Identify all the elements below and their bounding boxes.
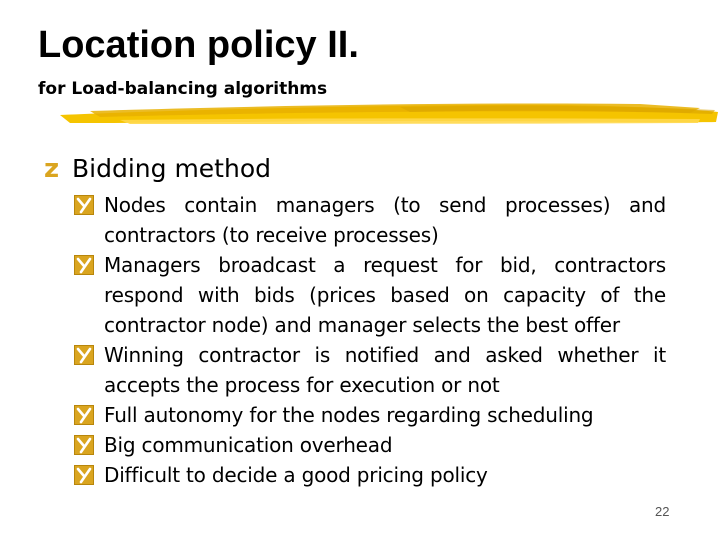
y-bullet-icon	[74, 435, 94, 455]
main-bullet	[44, 152, 271, 186]
brush-stroke-divider	[0, 96, 720, 132]
page-number: 22	[655, 504, 670, 519]
sub-bullet-item	[74, 430, 666, 460]
sub-bullet-item	[74, 460, 666, 490]
sub-bullet-text: Big communication overhead	[104, 433, 393, 457]
sub-bullet-text: Nodes contain managers (to send processes) and contractors (to receive processes)	[104, 193, 666, 247]
sub-bullet-item	[74, 400, 666, 430]
sub-bullet-text: Managers broadcast a request for bid, contractors respond with bids (prices based on capacity of the contractor node) and manager selects the best offer	[104, 253, 666, 337]
main-bullet-text: Bidding method	[72, 154, 271, 183]
sub-bullet-item	[74, 250, 666, 340]
y-bullet-icon	[74, 405, 94, 425]
y-bullet-icon	[74, 255, 94, 275]
z-bullet-icon: z	[44, 154, 60, 184]
slide-subtitle: for Load-balancing algorithms	[38, 79, 328, 99]
sub-bullet-text: Full autonomy for the nodes regarding scheduling	[104, 403, 594, 427]
sub-bullet-list	[74, 190, 666, 490]
y-bullet-icon	[74, 465, 94, 485]
sub-bullet-item	[74, 190, 666, 250]
sub-bullet-text: Difficult to decide a good pricing policy	[104, 463, 488, 487]
y-bullet-icon	[74, 195, 94, 215]
slide-title: Location policy II.	[38, 24, 359, 66]
sub-bullet-item	[74, 340, 666, 400]
y-bullet-icon	[74, 345, 94, 365]
sub-bullet-text: Winning contractor is notified and asked whether it accepts the process for execution or not	[104, 343, 666, 397]
